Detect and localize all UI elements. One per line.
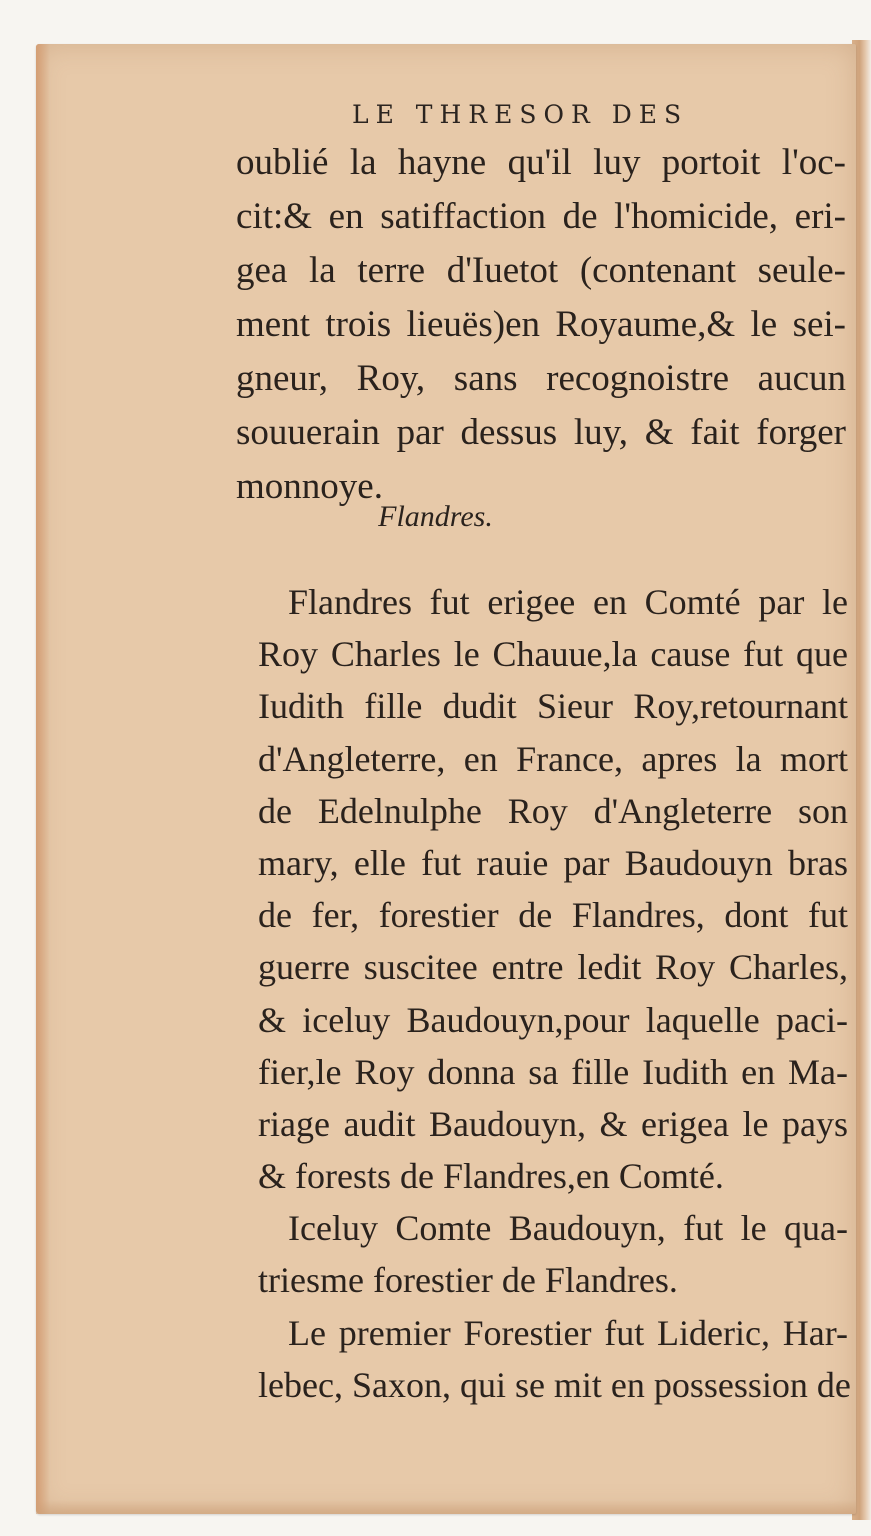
text-line: cit:& en satiffaction de l'homicide, eri- (236, 196, 846, 237)
text-line: souuerain par dessus luy, & fait forger (236, 412, 846, 453)
text-line: ment trois lieuës)en Royaume,& le sei- (236, 304, 846, 345)
text-line: oublié la hayne qu'il luy portoit l'oc- (236, 142, 846, 183)
text-line: Flandres fut erigee en Comté par le (288, 582, 848, 622)
text-line: riage audit Baudouyn, & erigea le pays (258, 1103, 848, 1144)
text-line: triesme forestier de Flandres. (258, 1260, 678, 1301)
text-line: Roy Charles le Chauue,la cause fut que (258, 634, 848, 675)
text-line: Iudith fille dudit Sieur Roy,retournant (258, 686, 848, 727)
text-line: mary, elle fut rauie par Baudouyn bras (258, 842, 848, 883)
text-line: d'Angleterre, en France, apres la mort (258, 738, 848, 779)
section-title: Flandres. (378, 500, 493, 533)
text-line: & forests de Flandres,en Comté. (258, 1156, 724, 1197)
text-line: gea la terre d'Iuetot (contenant seule- (236, 250, 846, 291)
paragraph-2 (258, 576, 851, 1411)
paragraph-1 (236, 136, 846, 514)
text-line: lebec, Saxon, qui se mit en possession de (258, 1364, 851, 1405)
page-gutter-shadow (36, 44, 50, 1514)
text-line: de fer, forestier de Flandres, dont fut (258, 895, 848, 936)
text-line: guerre suscitee entre ledit Roy Charles, (258, 947, 848, 988)
text-line: fier,le Roy donna sa fille Iudith en Ma- (258, 1051, 848, 1092)
text-line: monnoye. (236, 466, 383, 507)
text-line: de Edelnulphe Roy d'Angleterre son (258, 790, 848, 831)
text-line: & iceluy Baudouyn,pour laquelle paci- (258, 999, 848, 1040)
text-line: Iceluy Comte Baudouyn, fut le qua- (288, 1208, 848, 1249)
text-line: Le premier Forestier fut Lideric, Har- (288, 1312, 848, 1353)
page-bottom-shadow (36, 1500, 856, 1514)
running-head: LE THRESOR DES (352, 100, 689, 129)
text-line: gneur, Roy, sans recognoistre aucun (236, 358, 846, 399)
